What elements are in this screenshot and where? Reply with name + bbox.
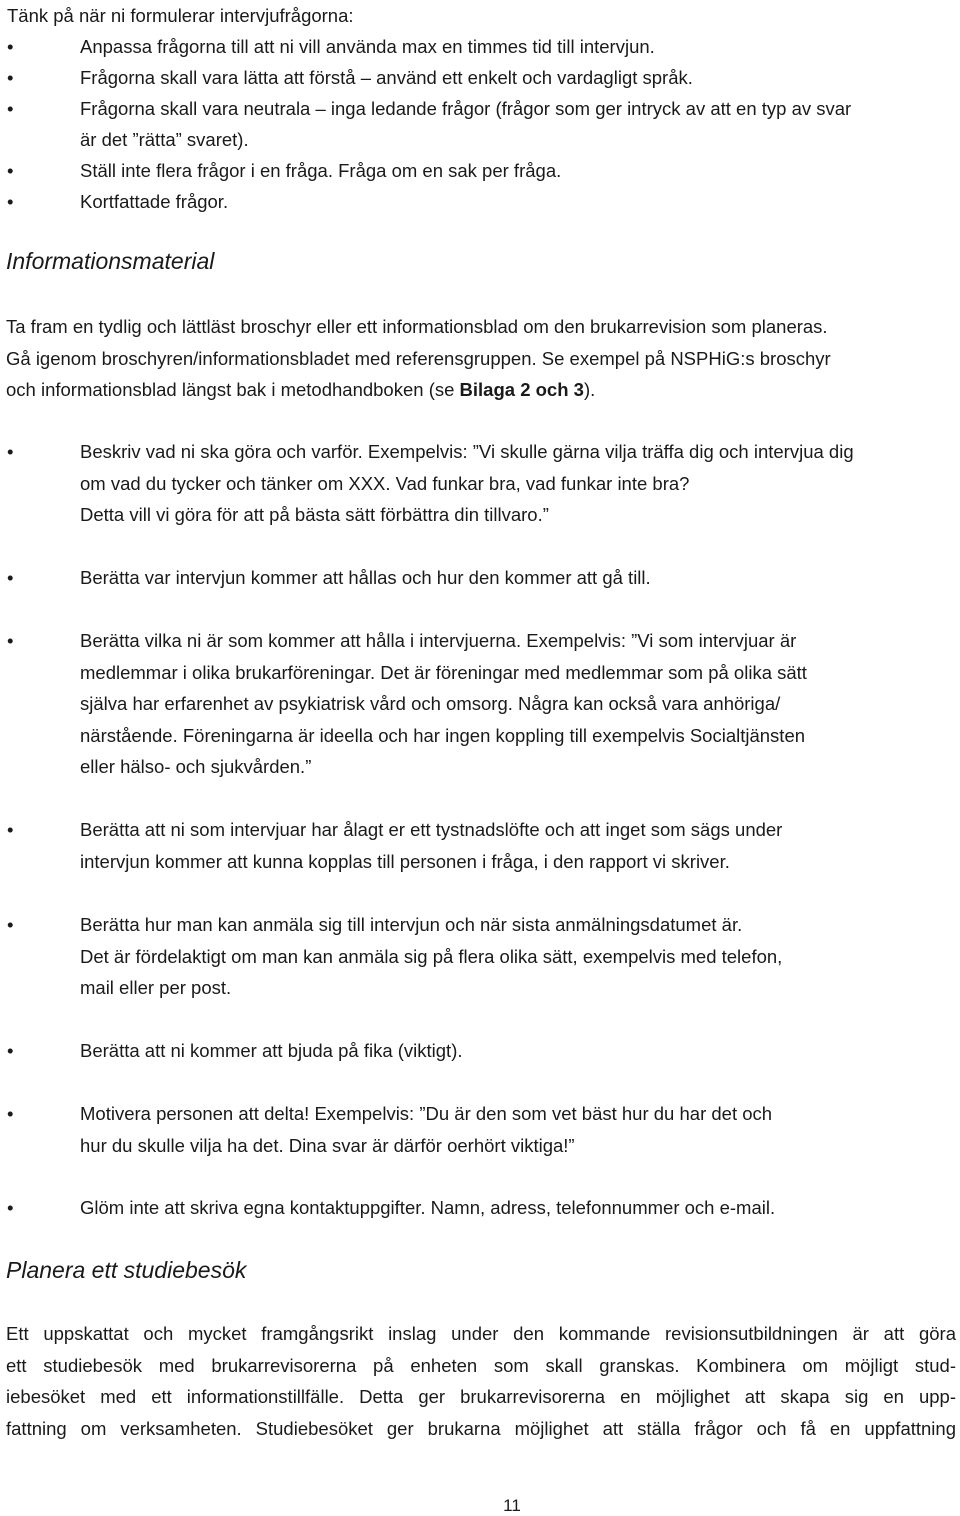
bullet: • — [7, 441, 14, 462]
intro-text: Tänk på när ni formulerar intervjufrågorna: — [7, 5, 354, 26]
list-item-text: om vad du tycker och tänker om XXX. Vad funkar bra, vad funkar inte bra? — [80, 472, 690, 494]
bullet: • — [7, 67, 14, 88]
visit-paragraph — [6, 1318, 956, 1444]
list-item-text: Berätta vilka ni är som kommer att hålla i intervjuerna. Exempelvis: ”Vi som intervjuar är — [80, 630, 797, 651]
bullet: • — [7, 191, 14, 212]
list-item-text: Anpassa frågorna till att ni vill använda max en timmes tid till intervjun. — [80, 36, 655, 57]
info-paragraph — [6, 311, 956, 406]
section-heading: Informationsmaterial — [6, 248, 215, 274]
bullet: • — [7, 630, 14, 651]
paragraph-line: Ett uppskattat och mycket framgångsrikt inslag under den kommande revisionsutbildningen är att göra — [6, 1323, 956, 1344]
list-item-text: eller hälso- och sjukvården.” — [80, 756, 312, 777]
list-item-text: Kortfattade frågor. — [80, 191, 229, 212]
list-item-text: medlemmar i olika brukarföreningar. Det är föreningar med medlemmar som på olika sätt — [80, 661, 807, 683]
list-item-text: mail eller per post. — [80, 977, 232, 998]
paragraph-line: fattning om verksamheten. Studiebesöket ger brukarna möjlighet att ställa frågor och få en uppfattning — [6, 1417, 956, 1439]
list-item-text: själva har erfarenhet av psykiatrisk vård och omsorg. Några kan också vara anhöriga/ — [80, 693, 781, 714]
list-item-text: Berätta var intervjun kommer att hållas och hur den kommer att gå till. — [80, 567, 651, 588]
list-item-text: Det är fördelaktigt om man kan anmäla sig på flera olika sätt, exempelvis med telefon, — [80, 945, 783, 967]
list-item-text: är det ”rätta” svaret). — [80, 129, 249, 150]
paragraph-line: iebesöket med ett informationstillfälle. Detta ger brukarrevisorerna en möjlighet att skapa sig en upp- — [6, 1386, 956, 1407]
paragraph-line: och informationsblad längst bak i metodhandboken (se Bilaga 2 och 3). — [6, 379, 596, 400]
page-number: 11 — [503, 1496, 521, 1515]
bullet: • — [7, 36, 14, 57]
bullet: • — [7, 98, 14, 119]
bullet: • — [7, 819, 14, 840]
section-heading: Planera ett studiebesök — [6, 1257, 247, 1283]
list-item-text: Frågorna skall vara lätta att förstå – använd ett enkelt och vardagligt språk. — [80, 67, 693, 88]
list-item-text: Berätta att ni som intervjuar har ålagt er ett tystnadslöfte och att inget som sägs under — [80, 819, 783, 840]
paragraph-line: Gå igenom broschyren/informationsbladet med referensgruppen. Se exempel på NSPHiG:s broschyr — [6, 347, 831, 369]
bullet: • — [7, 1103, 14, 1124]
list-item-text: Detta vill vi göra för att på bästa sätt förbättra din tillvaro.” — [80, 504, 549, 525]
list-item-text: Frågorna skall vara neutrala – inga ledande frågor (frågor som ger intryck av att en typ av svar — [80, 98, 852, 119]
list-item-text: hur du skulle vilja ha det. Dina svar är därför oerhört viktiga!” — [80, 1134, 575, 1156]
bullet: • — [7, 160, 14, 181]
list-item-text: Ställ inte flera frågor i en fråga. Fråga om en sak per fråga. — [80, 160, 562, 181]
bullet: • — [7, 567, 14, 588]
list-item-text: Berätta hur man kan anmäla sig till intervjun och när sista anmälningsdatumet är. — [80, 914, 743, 935]
list-item-text: Motivera personen att delta! Exempelvis: ”Du är den som vet bäst hur du har det och — [80, 1103, 773, 1124]
list-item-text: närstående. Föreningarna är ideella och har ingen koppling till exempelvis Socialtjänsten — [80, 724, 806, 746]
paragraph-line: Ta fram en tydlig och lättläst broschyr eller ett informationsblad om den brukarrevision som planeras. — [6, 316, 828, 337]
bullet: • — [7, 914, 14, 935]
list-item-text: Glöm inte att skriva egna kontaktuppgifter. Namn, adress, telefonnummer och e-mail. — [80, 1197, 776, 1218]
list-item-text: Beskriv vad ni ska göra och varför. Exempelvis: ”Vi skulle gärna vilja träffa dig och intervjua dig — [80, 441, 854, 462]
appendix-reference: Bilaga 2 och 3 — [459, 379, 584, 400]
list-item-text: Berätta att ni kommer att bjuda på fika (viktigt). — [80, 1040, 463, 1061]
bullet: • — [7, 1197, 14, 1218]
bullet: • — [7, 1040, 14, 1061]
paragraph-line: ett studiebesök med brukarrevisorerna på enheten som skall granskas. Kombinera om möjligt stud- — [6, 1354, 956, 1376]
list-item-text: intervjun kommer att kunna kopplas till personen i fråga, i den rapport vi skriver. — [80, 850, 730, 872]
